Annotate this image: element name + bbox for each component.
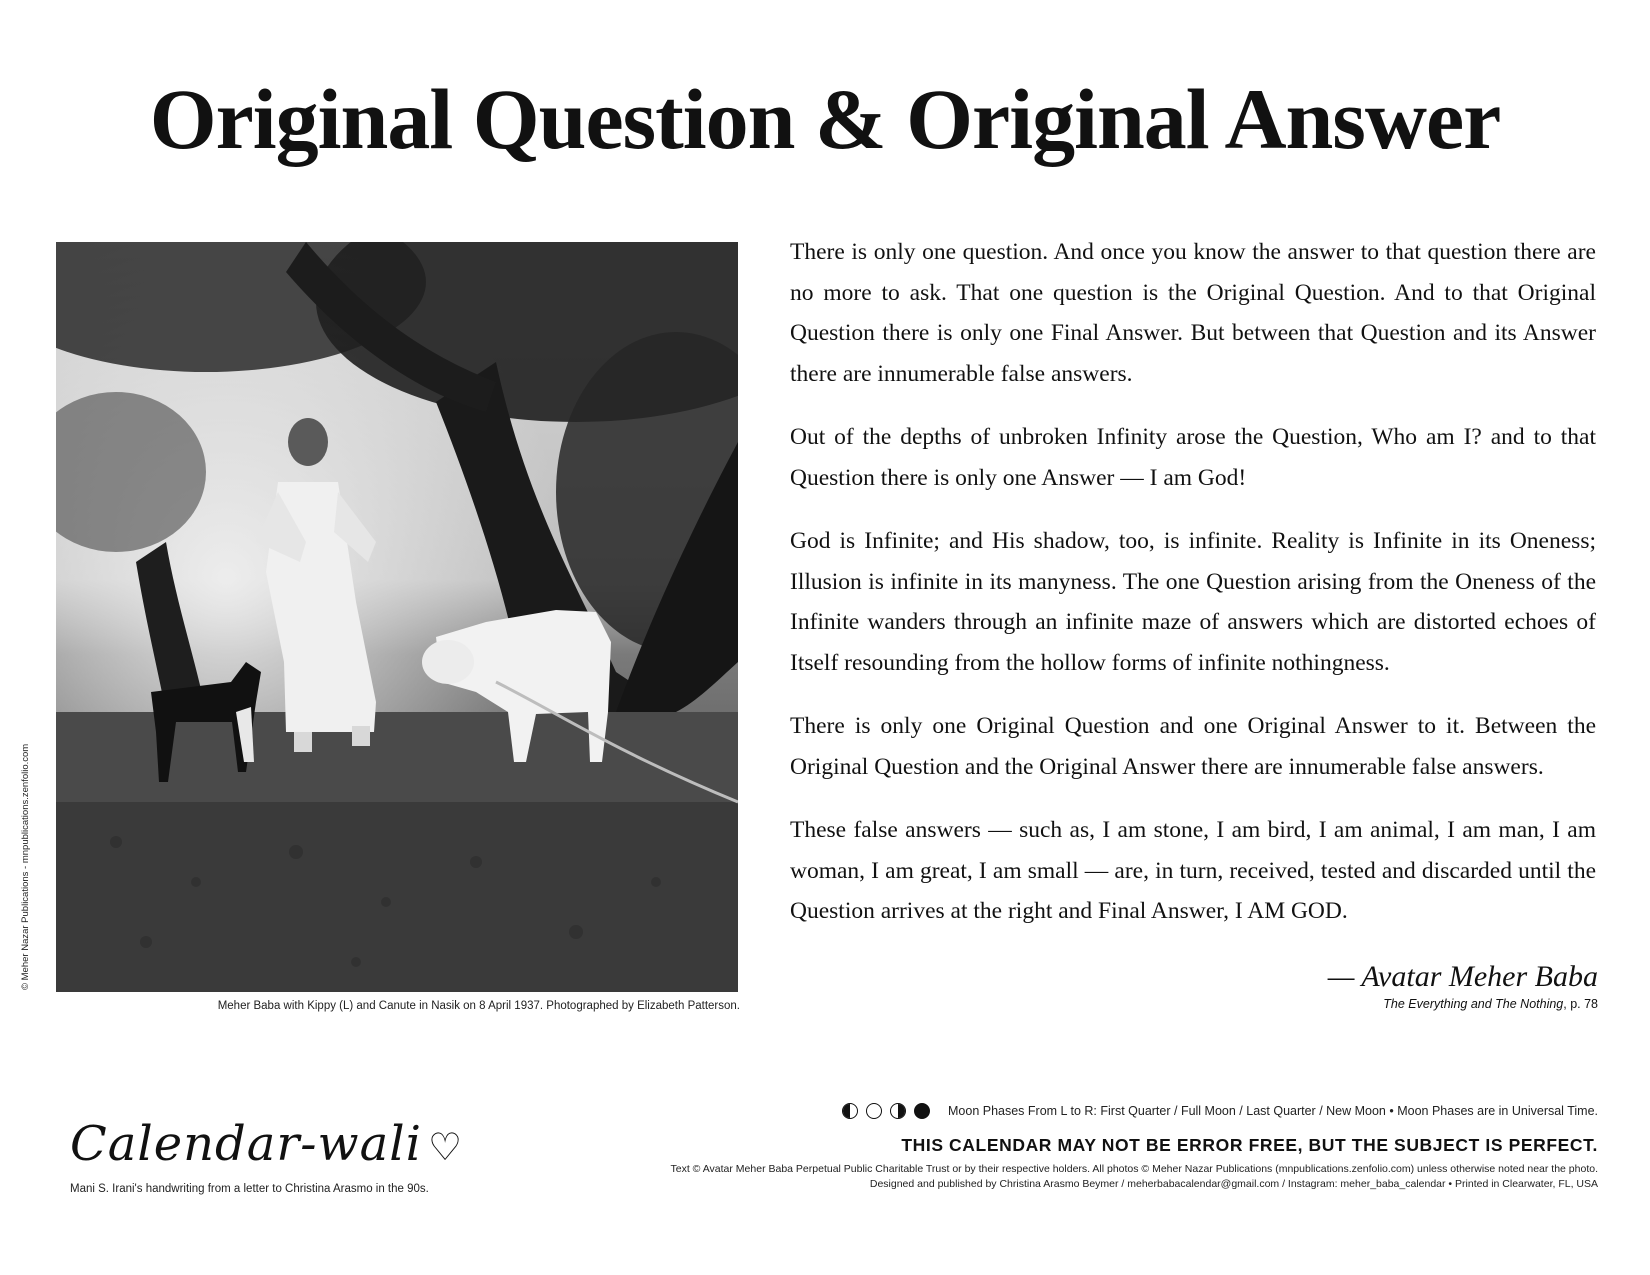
page-title: Original Question & Original Answer (149, 71, 1501, 167)
heart-icon: ♡ (427, 1125, 464, 1169)
quote-paragraph: God is Infinite; and His shadow, too, is infinite. Reality is Infinite in its Oneness; Illusion is infinite in its manyness. The one Question arising from the Oneness of the Infinite wanders through an infinite maze of answers which are distorted echoes of Itself resounding from the hollow forms of infinite nothingness. (790, 528, 1596, 676)
copyright-notice (638, 1162, 1598, 1192)
copyright-line: Text © Avatar Meher Baba Perpetual Public Charitable Trust or by their respective holders. All photos © Meher Nazar Publications (mnpublications.zenfolio.com) unless otherwise noted near the photo. (670, 1163, 1598, 1175)
attribution-author: — Avatar Meher Baba (1327, 960, 1598, 993)
signature-text: Calendar-wali (70, 1116, 422, 1172)
photo-caption: Meher Baba with Kippy (L) and Canute in Nasik on 8 April 1937. Photographed by Elizabeth Patterson. (217, 1000, 740, 1012)
quote-body (790, 232, 1596, 955)
publisher-line: Designed and published by Christina Arasmo Beymer / meherbabacalendar@gmail.com / Instagram: meher_baba_calendar • Printed in Clearwater, FL, USA (869, 1178, 1598, 1190)
last-quarter-moon-icon (890, 1103, 906, 1119)
photo-copyright-credit: © Meher Nazar Publications - mnpublications.zenfolio.com (20, 743, 31, 990)
quote-paragraph: Out of the depths of unbroken Infinity arose the Question, Who am I? and to that Question there is only one Answer — I am God! (790, 424, 1596, 491)
quote-paragraph: There is only one question. And once you know the answer to that question there are no more to ask. That one question is the Original Question. And to that Original Question there is only one Final Answer. But between that Question and its Answer there are innumerable false answers. (790, 239, 1596, 387)
quote-paragraph: There is only one Original Question and one Original Answer to it. Between the Original Question and the Original Answer there are innumerable false answers. (790, 713, 1596, 780)
source-page: , p. 78 (1563, 997, 1598, 1011)
handwritten-signature (70, 1116, 464, 1172)
quote-attribution (1328, 960, 1598, 1011)
new-moon-icon (914, 1103, 930, 1119)
moon-icons (842, 1103, 930, 1119)
signature-caption: Mani S. Irani's handwriting from a letter to Christina Arasmo in the 90s. (70, 1183, 429, 1195)
quote-paragraph: These false answers — such as, I am stone, I am bird, I am animal, I am man, I am woman, I am great, I am small — are, in turn, received, tested and discarded until the Question arrives at the right and Final Answer, I AM GOD. (790, 817, 1596, 924)
moon-phase-text: Moon Phases From L to R: First Quarter / Full Moon / Last Quarter / New Moon • Moon Phases are in Universal Time. (948, 1104, 1598, 1118)
meher-baba-photo (56, 242, 738, 992)
first-quarter-moon-icon (842, 1103, 858, 1119)
source-book-title: The Everything and The Nothing (1383, 997, 1564, 1011)
full-moon-icon (866, 1103, 882, 1119)
moon-phase-legend (638, 1103, 1598, 1119)
disclaimer: THIS CALENDAR MAY NOT BE ERROR FREE, BUT THE SUBJECT IS PERFECT. (901, 1135, 1598, 1155)
attribution-source (1328, 997, 1598, 1011)
